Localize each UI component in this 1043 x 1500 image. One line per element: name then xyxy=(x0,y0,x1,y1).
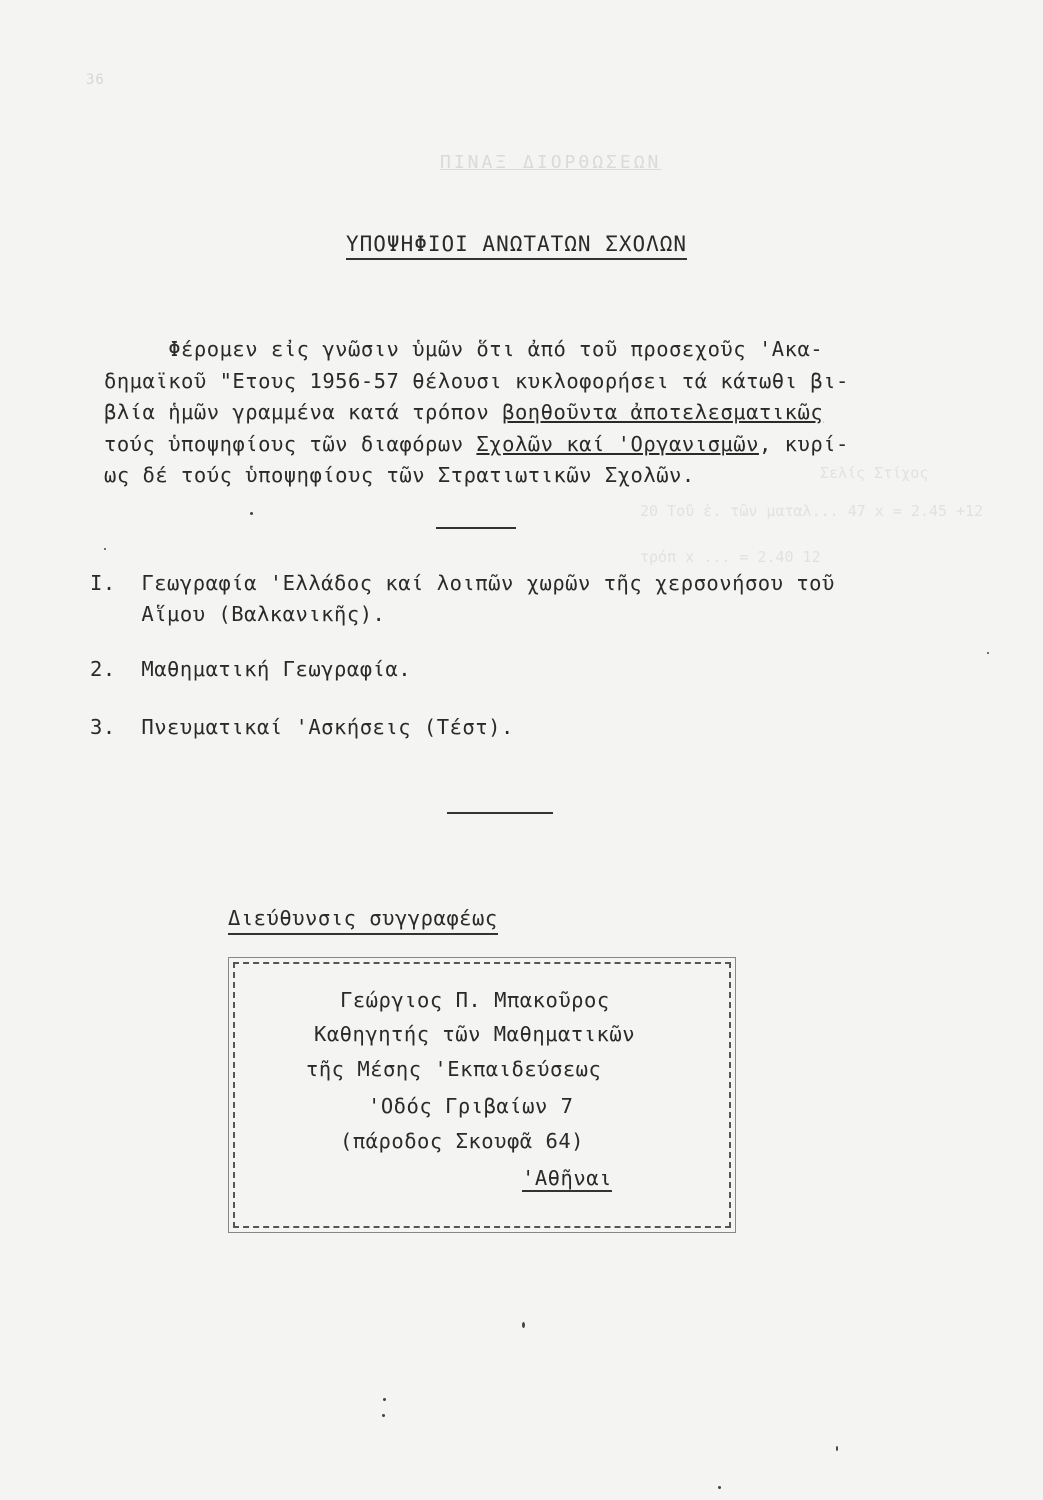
speck xyxy=(382,1414,385,1417)
book-title-continuation: Αἵμου (Βαλκανικῆς). xyxy=(141,602,386,626)
speck xyxy=(250,512,253,515)
document-title: ΥΠΟΨΗΦΙΟΙ ΑΝΩΤΑΤΩΝ ΣΧΟΛΩΝ xyxy=(346,232,687,260)
separator-rule xyxy=(436,527,516,529)
paragraph-line: ως δέ τούς ὑποψηφίους τῶν Στρατιωτικῶν Σχολῶν. xyxy=(104,463,695,487)
underlined-phrase: Σχολῶν καί 'Οργανισμῶν xyxy=(476,431,759,456)
paragraph-line: βλία ἡμῶν γραμμένα κατά τρόπον xyxy=(104,400,503,424)
cross-street: (πάροδος Σκουφᾶ 64) xyxy=(340,1129,584,1153)
intro-paragraph xyxy=(104,334,934,492)
speck xyxy=(718,1486,721,1489)
bleed-through-line: Σελίς Στίχος xyxy=(820,464,929,482)
bleed-through-title: ΠΙΝΑΞ ΔΙΟΡΘΩΣΕΩΝ xyxy=(440,152,662,173)
speck xyxy=(987,652,989,654)
speck xyxy=(383,1398,386,1401)
paragraph-line: , κυρί- xyxy=(758,431,849,456)
book-number: 2. xyxy=(90,657,116,681)
speck xyxy=(104,548,106,550)
address-heading: Διεύθυνσις συγγραφέως xyxy=(228,906,498,935)
book-title: Μαθηματική Γεωγραφία. xyxy=(141,657,412,681)
book-title: Γεωγραφία 'Ελλάδος καί λοιπῶν χωρῶν τῆς χερσονήσου τοῦ xyxy=(141,571,835,595)
bleed-through-page-number: 36 xyxy=(86,72,105,88)
book-item-2 xyxy=(90,654,411,685)
author-name: Γεώργιος Π. Μπακοῦρος xyxy=(340,988,610,1012)
speck xyxy=(522,1322,525,1328)
street-address: 'Οδός Γριβαίων 7 xyxy=(368,1094,574,1118)
book-item-3 xyxy=(90,712,514,743)
paragraph-line: Φέρομεν εἰς γνῶσιν ὑμῶν ὅτι ἀπό τοῦ προσεχοῦς 'Ακα- xyxy=(104,337,824,361)
book-number: I. xyxy=(90,571,116,595)
city: 'Αθῆναι xyxy=(522,1166,612,1190)
paragraph-line: τούς ὑποψηφίους τῶν διαφόρων xyxy=(104,431,477,456)
book-title: Πνευματικαί 'Ασκήσεις (Τέστ). xyxy=(141,715,514,739)
author-school: τῆς Μέσης 'Εκπαιδεύσεως xyxy=(306,1057,602,1081)
book-item-1 xyxy=(90,568,835,630)
author-title: Καθηγητής τῶν Μαθηματικῶν xyxy=(314,1022,636,1046)
bleed-through-line: τρόπ x ... = 2.40 12 xyxy=(640,548,821,566)
underlined-phrase: βοηθοῦντα ἀποτελεσματικῶς xyxy=(502,400,824,424)
paragraph-line: δημαϊκοῦ "Ετους 1956-57 θέλουσι κυκλοφορήσει τά κάτωθι βι- xyxy=(104,368,849,393)
speck xyxy=(836,1446,838,1451)
bleed-through-line: 20 Τοῦ ἑ. τῶν ματαλ... 47 x = 2.45 +12 xyxy=(640,502,984,520)
separator-rule xyxy=(447,812,553,814)
book-number: 3. xyxy=(90,715,116,739)
